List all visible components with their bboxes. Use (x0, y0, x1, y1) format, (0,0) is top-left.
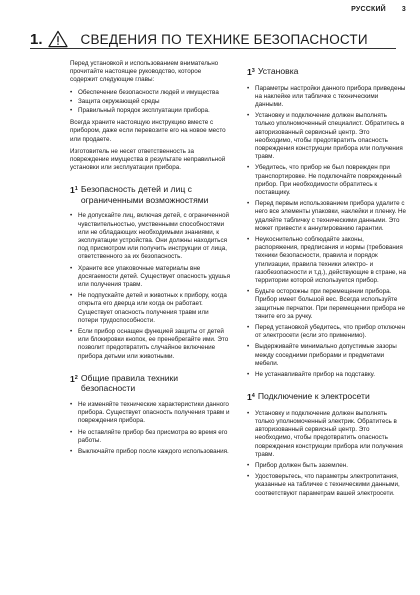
section-number: $1^1$ (70, 185, 78, 196)
list-item: • Не подпускайте детей и животных к прибору, когда открыта его дверца или когда он работает. Существует опасность получения травм или потери трудоспособности. (70, 292, 230, 325)
chapter-heading (30, 30, 396, 48)
section-list-1-2 (70, 401, 230, 456)
right-column (247, 66, 407, 502)
list-item: • Не оставляйте прибор без присмотра во время его работы. (70, 429, 230, 445)
list-item: • Выдерживайте минимально допустимые зазоры между соседними приборами и предметами мебели. (247, 343, 407, 368)
warning-icon (47, 30, 69, 48)
section-list-1-4 (247, 410, 407, 498)
list-item: • Защита окружающей среды (70, 98, 230, 106)
list-item: • Установку и подключение должен выполнять только уполномоченный специалист. Обратитесь в авторизованный сервисный центр. Это необходимо, чтобы предотвратить опасность повреждения конструкции прибора или получения травм. (247, 112, 407, 161)
list-item: • Неукоснительно соблюдайте законы, распоряжения, предписания и нормы (требования техники безопасности, правила и порядок утилизации, правила техники электро- и газобезопасности и т.д.), действующие в стране, на территории которой используется прибор. (247, 236, 407, 285)
list-item: • Перед установкой убедитесь, что прибор отключен от электросети (если это применимо). (247, 324, 407, 340)
list-item: • Будьте осторожны при перемещении прибора. Прибор имеет большой вес. Всегда используйте защитные перчатки. При перемещении прибора не тяните его за ручку. (247, 288, 407, 321)
list-item: • Если прибор оснащен функцией защиты от детей или блокировки кнопок, ее пренебрегайте ими. Это позволит предотвратить случайное включение прибора детьми или животными. (70, 328, 230, 361)
section-number: $1^4$ (247, 392, 255, 403)
list-item: • Обеспечение безопасности людей и имущества (70, 89, 230, 97)
section-title: Безопасность детей и лиц с ограниченными возможностями (80, 184, 209, 205)
intro-paragraph: Изготовитель не несет ответственность за повреждение имущества в результате неправильной установки или эксплуатации прибора. (70, 147, 226, 172)
list-item: • Не изменяйте технические характеристики данного прибора. Существует опасность получения травм и повреждения прибора. (70, 401, 230, 426)
intro-paragraph: Всегда храните настоящую инструкцию вместе с прибором, даже если перевозите его на новое место или продаете. (70, 119, 226, 143)
list-item: • Прибор должен быть заземлен. (247, 462, 407, 470)
list-item: • Выключайте прибор после каждого использования. (70, 448, 230, 456)
list-item: • Не устанавливайте прибор на подставку. (247, 371, 407, 379)
section-number: $1^2$ (70, 373, 78, 384)
section-number: $1^3$ (247, 67, 255, 77)
section-title: Подключение к электросети (257, 391, 370, 402)
section-list-1-1 (70, 212, 230, 360)
chapter-number: 1. (30, 30, 43, 48)
list-item: • Правильный порядок эксплуатации прибора. (70, 107, 230, 115)
page-number: 3 (401, 6, 406, 13)
language-label: РУССКИЙ (351, 6, 386, 13)
page-header (351, 6, 406, 13)
intro-list (70, 89, 230, 116)
section-heading-1-2 (70, 373, 230, 394)
heading-rule (30, 48, 396, 49)
section-title: Общие правила техники безопасности (80, 372, 179, 394)
section-heading-1-3 (247, 66, 407, 78)
section-heading-1-4 (247, 391, 407, 403)
list-item: • Храните все упаковочные материалы вне досягаемости детей. Существует опасность удушья или получения травм. (70, 265, 230, 290)
list-item: • Удостоверьтесь, что параметры электропитания, указанные на табличке с техническими данными, соответствуют параметрам вашей электросети. (247, 473, 407, 498)
list-item: • Не допускайте лиц, включая детей, с ограниченной чувствительностью, умственными способностями или не обладающих необходимыми знаниями, к эксплуатации устройства. Они должны находиться под присмотром или получить инструкции от лица, ответственного за их безопасность. (70, 212, 230, 261)
left-column (70, 60, 230, 460)
list-item: • Параметры настройки данного прибора приведены на наклейке или табличке с техническими данными. (247, 85, 407, 110)
section-list-1-3 (247, 85, 407, 380)
chapter-title: СВЕДЕНИЯ ПО ТЕХНИКЕ БЕЗОПАСНОСТИ (80, 31, 368, 47)
list-item: • Установку и подключение должен выполнять только уполномоченный электрик. Обратитесь в авторизованный сервисный центр. Это необходимо, чтобы предотвратить опасность повреждения конструкции прибора или получения травм. (247, 410, 407, 459)
list-item: • Убедитесь, что прибор не был поврежден при транспортировке. Не подключайте поврежденный прибор. При необходимости обратитесь к поставщику. (247, 164, 407, 197)
section-heading-1-1 (70, 184, 230, 205)
section-title: Установка (257, 66, 299, 76)
list-item: • Перед первым использованием прибора удалите с него все элементы упаковки, наклейки и пленку. Не удаляйте табличку с техническими данными. Это может привести к аннулированию гарантии. (247, 200, 407, 233)
intro-paragraph: Перед установкой и использованием внимательно прочитайте настоящее руководство, которое содержит следующие главы: (70, 60, 219, 84)
